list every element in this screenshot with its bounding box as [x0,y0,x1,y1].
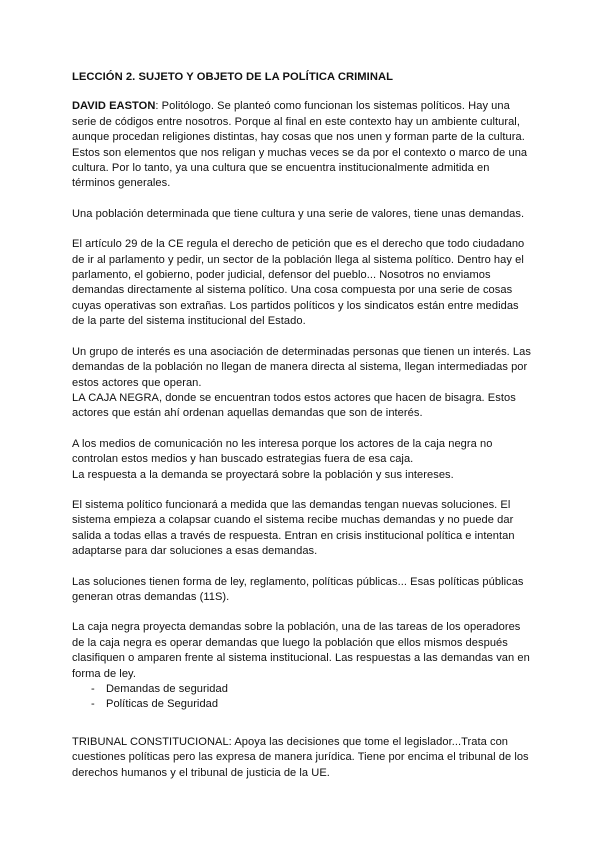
paragraph-caja-negra [72,345,534,422]
paragraph-tribunal: TRIBUNAL CONSTITUCIONAL: Apoya las decisiones que tome el legislador...Trata con cuestiones políticas pero las expresa de manera jurídica. Tiene por encima el tribunal de los derechos humanos y el tribunal de justicia de la UE. [72,735,529,779]
bullet-list [72,682,534,713]
paragraph-text: : Politólogo. Se planteó como funcionan los sistemas políticos. Hay una serie de códigos entre nosotros. Porque al final en este contexto hay un ambiente cultural, aunque procedan religiones distintas, hay cosas que nos unen y forman parte de la cultura. Estos son elementos que nos religan y muchas veces se da por el contexto o marco de una cultura. Por lo tanto, ya una cultura que se encuentra institucionalmente admitida en términos generales. [72,100,528,190]
spacer [72,713,534,735]
list-item: - Demandas de seguridad [72,682,534,697]
document-body [72,70,534,796]
paragraph-text: LA CAJA NEGRA, donde se encuentran todos estos actores que hacen de bisagra. Estos actores que están ahí ordenan aquellas demandas que son de interés. [72,391,516,420]
paragraph-medios [72,437,534,483]
page-title: LECCIÓN 2. SUJETO Y OBJETO DE LA POLÍTICA CRIMINAL [72,71,393,83]
list-item: - Políticas de Seguridad [72,697,534,712]
paragraph-articulo-29: El artículo 29 de la CE regula el derecho de petición que es el derecho que todo ciudadano de ir al parlamento y pedir, un sector de la población llega al sistema político. Dentro hay el parlamento, el gobierno, poder judicial, defensor del pueblo... Nosotros no enviamos demandas directamente al sistema político. Una cosa compuesta por una serie de cosas cuyas operativas son extrañas. Los partidos políticos y los sindicatos están entre medidas de la parte del sistema institucional del Estado. [72,238,525,328]
paragraph-operadores: La caja negra proyecta demandas sobre la población, una de las tareas de los operadores de la caja negra es operar demandas que luego la población que ellos mismos después clasifiquen o amparen frente al sistema institucional. Las respuestas a las demandas van en forma de ley. [72,621,530,680]
paragraph-text: La respuesta a la demanda se proyectará sobre la población y sus intereses. [72,468,454,481]
paragraph-text: Un grupo de interés es una asociación de determinadas personas que tienen un interés. Las demandas de la población no llegan de manera directa al sistema, llegan intermediadas por estos actores que operan. [72,345,531,389]
paragraph-demandas: Una población determinada que tiene cultura y una serie de valores, tiene unas demandas. [72,207,525,220]
paragraph-text: A los medios de comunicación no les interesa porque los actores de la caja negra no controlan estos medios y han buscado estrategias fuera de esa caja. [72,437,493,466]
paragraph-sistema-politico: El sistema político funcionará a medida que las demandas tengan nuevas soluciones. El sistema empieza a colapsar cuando el sistema recibe muchas demandas y no puede dar salida a todas ellas a través de respuesta. Entran en crisis institucional política e intentan adaptarse para dar soluciones a esas demandas. [72,498,515,558]
paragraph-easton [72,99,534,191]
author-name: DAVID EASTON [72,100,156,113]
paragraph-soluciones: Las soluciones tienen forma de ley, reglamento, políticas públicas... Esas políticas públicas generan otras demandas (11S). [72,575,524,603]
